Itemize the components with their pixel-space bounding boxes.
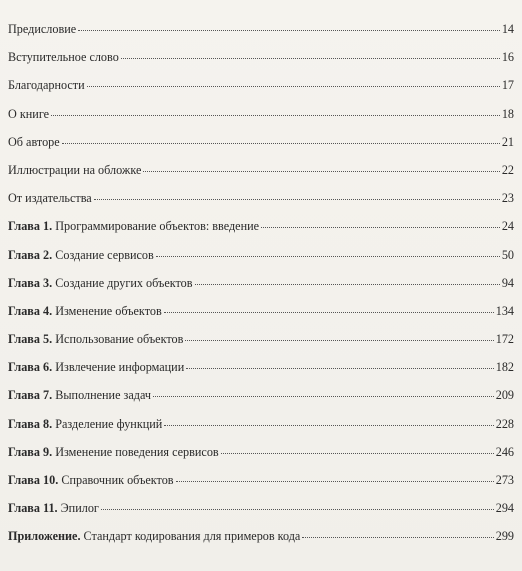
toc-entry-prefix: Глава 3. bbox=[8, 275, 53, 290]
toc-entry bbox=[8, 163, 514, 191]
toc-entry-title: О книге bbox=[8, 106, 50, 121]
toc-entry bbox=[8, 529, 514, 557]
toc-entry-title: Стандарт кодирования для примеров кода bbox=[83, 529, 301, 544]
toc-entry-page: 299 bbox=[495, 529, 514, 544]
toc-entry-page: 23 bbox=[501, 191, 514, 206]
toc-entry-title: Справочник объектов bbox=[61, 473, 174, 487]
toc-entry-page: 24 bbox=[501, 219, 514, 234]
toc-entry-title: Выполнение задач bbox=[55, 388, 151, 403]
toc-entry-title: Программирование объектов: введение bbox=[55, 219, 260, 234]
toc-entry bbox=[8, 388, 514, 416]
toc-entry bbox=[8, 304, 514, 332]
toc-entry bbox=[8, 50, 514, 78]
toc-entry-label bbox=[8, 276, 193, 291]
toc-entry-prefix: Глава 11. bbox=[8, 501, 58, 516]
dot-leader bbox=[156, 256, 500, 257]
toc-entry bbox=[8, 219, 514, 247]
dot-leader bbox=[101, 509, 494, 510]
dot-leader bbox=[87, 86, 500, 87]
toc-entry-prefix: Глава 8. bbox=[8, 416, 53, 431]
toc-entry-label bbox=[8, 135, 60, 150]
dot-leader bbox=[195, 284, 500, 285]
toc-entry-title: Об авторе bbox=[8, 134, 60, 149]
toc-entry-label bbox=[8, 473, 174, 488]
dot-leader bbox=[51, 115, 500, 116]
toc-entry-page: 246 bbox=[495, 444, 514, 459]
toc-entry-page: 14 bbox=[501, 22, 514, 36]
toc-entry-page: 18 bbox=[501, 106, 514, 121]
toc-entry-page: 50 bbox=[501, 247, 514, 262]
toc-entry-page: 94 bbox=[501, 275, 514, 290]
dot-leader bbox=[121, 58, 500, 59]
toc-entry-page: 182 bbox=[495, 360, 514, 375]
toc-entry-label bbox=[8, 22, 76, 37]
dot-leader bbox=[186, 368, 493, 369]
dot-leader bbox=[78, 30, 500, 31]
toc-entry bbox=[8, 22, 514, 50]
dot-leader bbox=[62, 143, 500, 144]
toc-entry-label bbox=[8, 248, 154, 263]
toc-entry bbox=[8, 78, 514, 106]
toc-entry-prefix: Глава 7. bbox=[8, 388, 53, 403]
toc-entry bbox=[8, 360, 514, 388]
toc-entry-page: 17 bbox=[501, 78, 514, 93]
toc-entry-label bbox=[8, 501, 99, 516]
toc-entry-title: От издательства bbox=[8, 191, 92, 206]
toc-entry-label bbox=[8, 417, 162, 432]
dot-leader bbox=[164, 312, 494, 313]
toc-entry-prefix: Глава 2. bbox=[8, 247, 53, 262]
toc-entry bbox=[8, 276, 514, 304]
toc-entry-page: 21 bbox=[501, 134, 514, 149]
toc-entry bbox=[8, 417, 514, 445]
toc-entry bbox=[8, 248, 514, 276]
toc-entry-title: Вступительное слово bbox=[8, 50, 119, 65]
toc-entry-prefix: Глава 4. bbox=[8, 303, 53, 318]
toc-entry-label bbox=[8, 360, 184, 375]
table-of-contents bbox=[8, 22, 514, 558]
toc-entry-label bbox=[8, 332, 183, 347]
toc-entry-prefix: Глава 6. bbox=[8, 360, 53, 375]
toc-entry-label bbox=[8, 219, 259, 234]
toc-entry-prefix: Приложение. bbox=[8, 529, 81, 544]
toc-entry-title: Изменение объектов bbox=[55, 303, 162, 318]
toc-entry-label bbox=[8, 529, 300, 544]
toc-entry-label bbox=[8, 445, 219, 460]
toc-entry-label bbox=[8, 304, 162, 319]
dot-leader bbox=[302, 537, 493, 538]
toc-entry bbox=[8, 191, 514, 219]
toc-entry-title: Разделение функций bbox=[55, 416, 163, 431]
toc-entry-label bbox=[8, 107, 49, 122]
toc-entry-title: Использование объектов bbox=[55, 332, 184, 347]
toc-entry-page: 16 bbox=[501, 50, 514, 65]
toc-entry-title: Благодарности bbox=[8, 78, 85, 93]
toc-entry-title: Создание сервисов bbox=[55, 247, 154, 262]
toc-entry-page: 228 bbox=[495, 416, 514, 431]
toc-entry-title: Изменение поведения сервисов bbox=[55, 444, 219, 459]
toc-entry-title: Иллюстрации на обложке bbox=[8, 162, 142, 177]
toc-entry-label bbox=[8, 191, 92, 206]
toc-entry bbox=[8, 135, 514, 163]
toc-entry-prefix: Глава 1. bbox=[8, 219, 53, 234]
dot-leader bbox=[94, 199, 500, 200]
toc-entry bbox=[8, 107, 514, 135]
dot-leader bbox=[164, 425, 493, 426]
toc-entry-page: 22 bbox=[501, 162, 514, 177]
dot-leader bbox=[221, 453, 494, 454]
toc-entry-title: Предисловие bbox=[8, 22, 77, 36]
toc-entry-label bbox=[8, 50, 119, 65]
toc-entry-prefix: Глава 5. bbox=[8, 332, 53, 347]
toc-entry-label bbox=[8, 388, 151, 403]
toc-entry-page: 209 bbox=[495, 388, 514, 403]
toc-entry bbox=[8, 445, 514, 473]
toc-entry bbox=[8, 473, 514, 501]
toc-entry-page: 172 bbox=[495, 332, 514, 347]
toc-entry bbox=[8, 501, 514, 529]
toc-entry-page: 134 bbox=[495, 303, 514, 318]
toc-entry bbox=[8, 332, 514, 360]
toc-entry-prefix: Глава 10. bbox=[8, 473, 59, 487]
dot-leader bbox=[176, 481, 494, 482]
dot-leader bbox=[143, 171, 499, 172]
toc-entry-page: 273 bbox=[495, 473, 514, 487]
toc-entry-prefix: Глава 9. bbox=[8, 444, 53, 459]
toc-entry-label bbox=[8, 163, 141, 178]
toc-entry-label bbox=[8, 78, 85, 93]
dot-leader bbox=[153, 396, 494, 397]
toc-entry-page: 294 bbox=[495, 501, 514, 516]
toc-entry-title: Создание других объектов bbox=[55, 275, 193, 290]
dot-leader bbox=[185, 340, 493, 341]
toc-entry-title: Эпилог bbox=[60, 501, 99, 516]
dot-leader bbox=[261, 227, 500, 228]
toc-entry-title: Извлечение информации bbox=[55, 360, 185, 375]
